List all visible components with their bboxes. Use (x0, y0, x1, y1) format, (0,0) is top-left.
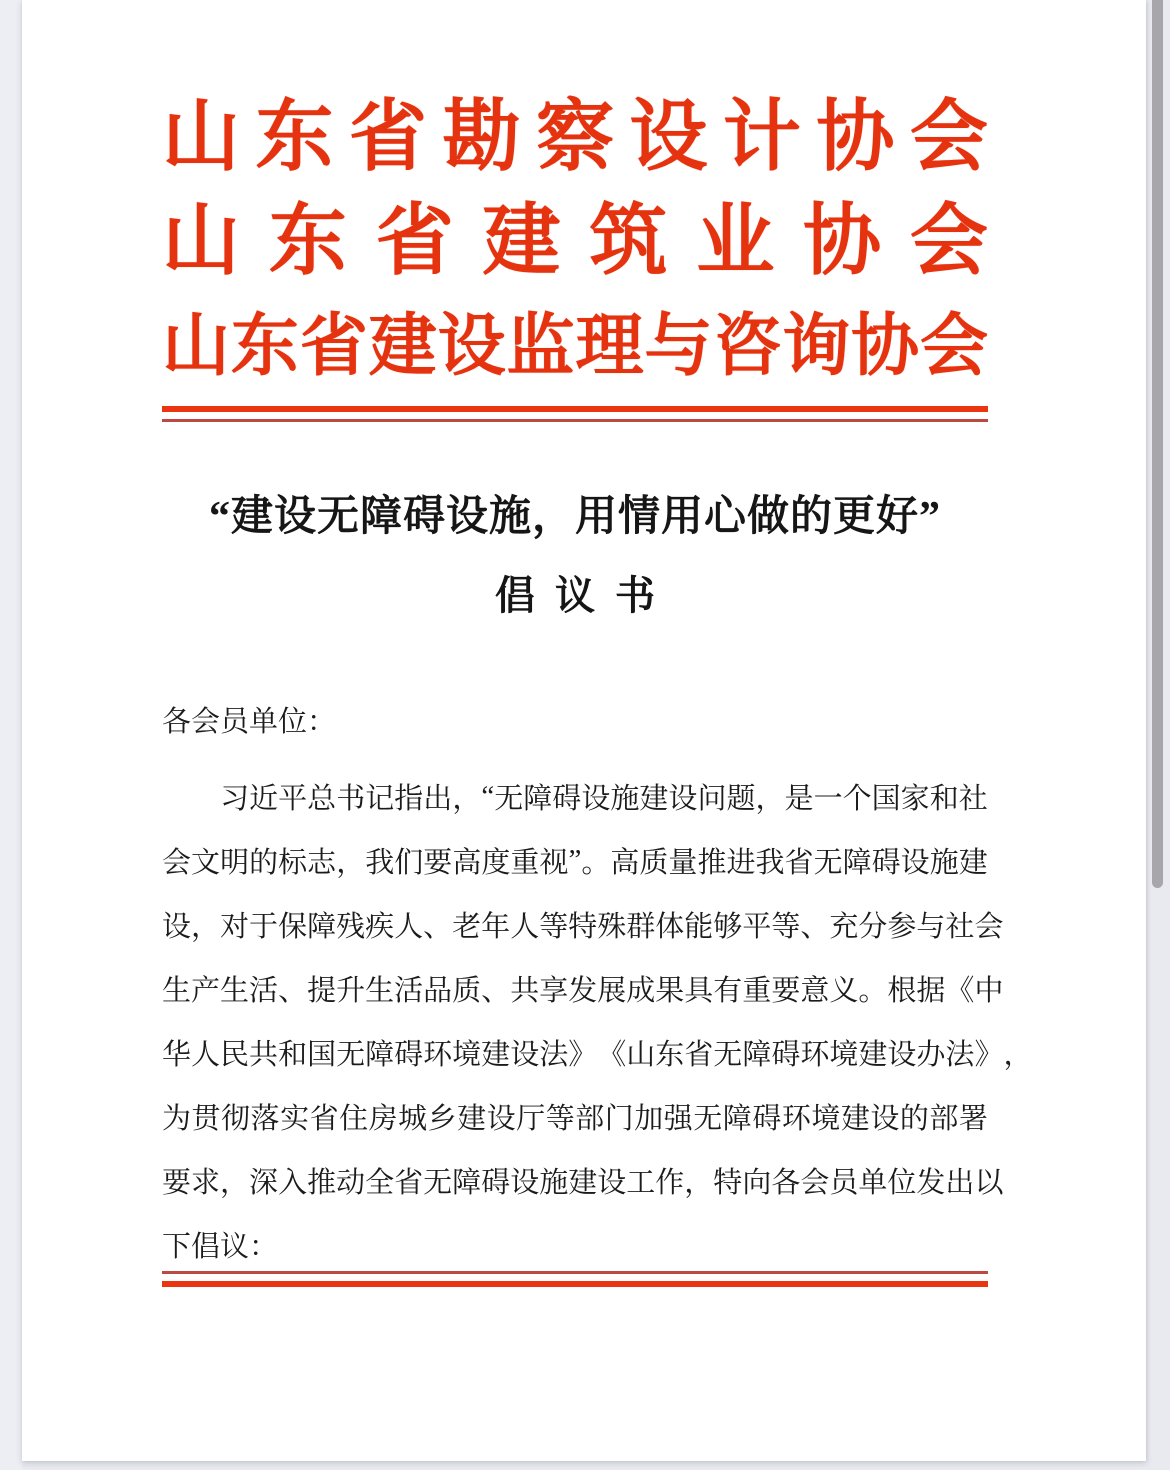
footer-thick-line (162, 1281, 988, 1287)
body-text-line: 会 文 明 的 标 志 ， 我 们 要 高 度 重 视 ” 。 高 质 量 推 进 我 省 无 障 碍 设 施 建 (162, 843, 988, 879)
body-text-line: 下 倡 议 ： (162, 1230, 279, 1263)
document-title: “建设无障碍设施，用情用心做的更好” (208, 494, 941, 540)
body-text-line: 要 求 ， 深 入 推 动 全 省 无 障 碍 设 施 建 设 工 作 ， 特 向 各 会 员 单 位 发 出 以 (162, 1166, 1004, 1199)
document-page (22, 0, 1146, 1461)
org-name-line-2: 山 东 省 建 筑 业 协 会 (162, 197, 988, 284)
body-text-line: 生 产 生 活 、 提 升 生 活 品 质 、 共 享 发 展 成 果 具 有 重 要 意 义 。 根 据 《 中 (162, 974, 1004, 1007)
divider-thin-line (162, 419, 988, 422)
letterhead-divider-rule (162, 406, 988, 422)
scrollbar-thumb[interactable] (1152, 0, 1163, 888)
org-name-line-3: 山 东 省 建 设 监 理 与 咨 询 协 会 (162, 307, 988, 384)
body-paragraph (162, 764, 1033, 1276)
letterhead-top-spacer (162, 0, 988, 84)
document-title-block (162, 488, 988, 624)
body-text-line: 华 人 民 共 和 国 无 障 碍 环 境 建 设 法 》 《 山 东 省 无 障 碍 环 境 建 设 办 法 》 ， (162, 1038, 1033, 1071)
salutation: 各会员单位： (162, 706, 337, 738)
footer-divider-rule (162, 1271, 988, 1287)
body-text-line: 习 近 平 总 书 记 指 出 ， “ 无 障 碍 设 施 建 设 问 题 ， 是 一 个 国 家 和 社 (220, 779, 988, 815)
org-name-line-1: 山 东 省 勘 察 设 计 协 会 (162, 93, 988, 180)
body-text-line: 设 ， 对 于 保 障 残 疾 人 、 老 年 人 等 特 殊 群 体 能 够 平 等 、 充 分 参 与 社 会 (162, 910, 1004, 943)
document-body (162, 690, 1033, 1276)
letterhead (162, 0, 988, 422)
body-text-line: 为 贯 彻 落 实 省 住 房 城 乡 建 设 厅 等 部 门 加 强 无 障 碍 环 境 建 设 的 部 署 (162, 1102, 988, 1135)
document-subtitle: 倡 议 书 (495, 573, 655, 618)
